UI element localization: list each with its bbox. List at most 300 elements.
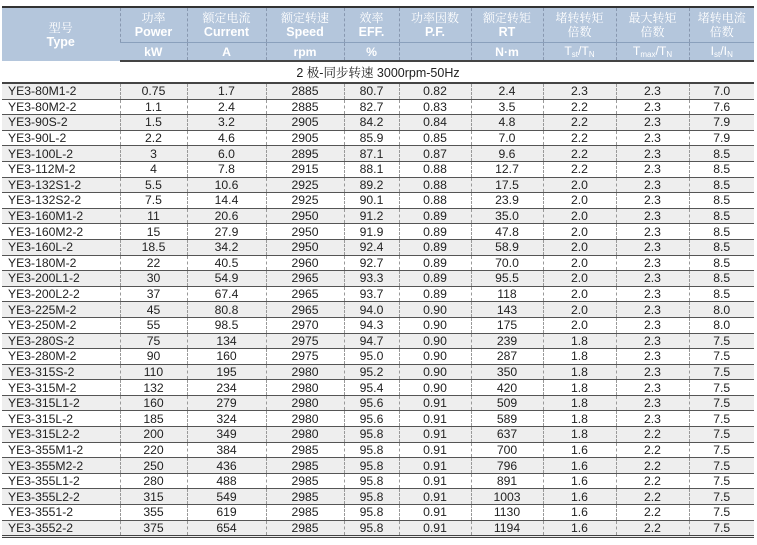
cell-power-factor: 0.89 xyxy=(399,271,471,287)
cell-speed: 2980 xyxy=(266,427,344,443)
cell-locked-torque-ratio: 2.0 xyxy=(543,177,616,193)
cell-max-torque-ratio: 2.3 xyxy=(616,177,689,193)
cell-current: 349 xyxy=(187,427,266,443)
cell-speed: 2970 xyxy=(266,317,344,333)
cell-locked-torque-ratio: 1.8 xyxy=(543,333,616,349)
cell-locked-torque-ratio: 1.8 xyxy=(543,427,616,443)
cell-type: YE3-180M-2 xyxy=(2,255,120,271)
cell-current: 6.0 xyxy=(187,146,266,162)
cell-rated-torque: 4.8 xyxy=(471,115,543,131)
header-power-en: Power xyxy=(134,25,173,39)
header-power-zh: 功率 xyxy=(141,11,166,25)
unit-lc-sub2: N xyxy=(727,49,733,59)
cell-type: YE3-112M-2 xyxy=(2,161,120,177)
cell-power-factor: 0.91 xyxy=(399,520,471,537)
cell-current: 4.6 xyxy=(187,130,266,146)
unit-max-torque-ratio xyxy=(616,43,689,62)
table-row xyxy=(2,333,754,349)
cell-max-torque-ratio: 2.3 xyxy=(616,349,689,365)
cell-efficiency: 84.2 xyxy=(344,115,399,131)
cell-rated-torque: 118 xyxy=(471,286,543,302)
cell-power: 37 xyxy=(120,286,187,302)
cell-locked-current-ratio: 7.6 xyxy=(689,99,754,115)
cell-locked-current-ratio: 8.5 xyxy=(689,161,754,177)
cell-speed: 2950 xyxy=(266,208,344,224)
cell-efficiency: 89.2 xyxy=(344,177,399,193)
cell-locked-current-ratio: 7.5 xyxy=(689,333,754,349)
cell-locked-torque-ratio: 1.6 xyxy=(543,458,616,474)
cell-rated-torque: 70.0 xyxy=(471,255,543,271)
cell-type: YE3-315L-2 xyxy=(2,411,120,427)
cell-power: 1.1 xyxy=(120,99,187,115)
cell-max-torque-ratio: 2.3 xyxy=(616,395,689,411)
cell-power: 15 xyxy=(120,224,187,240)
table-row xyxy=(2,224,754,240)
cell-max-torque-ratio: 2.2 xyxy=(616,442,689,458)
cell-power-factor: 0.90 xyxy=(399,349,471,365)
cell-type: YE3-250M-2 xyxy=(2,317,120,333)
cell-max-torque-ratio: 2.3 xyxy=(616,411,689,427)
cell-type: YE3-3552-2 xyxy=(2,520,120,537)
cell-locked-current-ratio: 7.5 xyxy=(689,473,754,489)
cell-power: 355 xyxy=(120,505,187,521)
cell-locked-current-ratio: 7.5 xyxy=(689,395,754,411)
table-row xyxy=(2,193,754,209)
cell-speed: 2905 xyxy=(266,115,344,131)
cell-speed: 2950 xyxy=(266,224,344,240)
cell-locked-current-ratio: 8.5 xyxy=(689,271,754,287)
cell-max-torque-ratio: 2.3 xyxy=(616,380,689,396)
unit-lt-sub1: st xyxy=(571,49,579,59)
cell-efficiency: 95.4 xyxy=(344,380,399,396)
cell-locked-current-ratio: 7.5 xyxy=(689,411,754,427)
table-row xyxy=(2,520,754,537)
cell-efficiency: 91.2 xyxy=(344,208,399,224)
cell-speed: 2885 xyxy=(266,83,344,99)
cell-speed: 2985 xyxy=(266,473,344,489)
cell-locked-torque-ratio: 2.2 xyxy=(543,130,616,146)
table-row xyxy=(2,395,754,411)
cell-current: 20.6 xyxy=(187,208,266,224)
cell-rated-torque: 175 xyxy=(471,317,543,333)
cell-power-factor: 0.91 xyxy=(399,427,471,443)
cell-current: 195 xyxy=(187,364,266,380)
cell-locked-torque-ratio: 1.8 xyxy=(543,364,616,380)
cell-current: 2.4 xyxy=(187,99,266,115)
cell-rated-torque: 3.5 xyxy=(471,99,543,115)
cell-power: 18.5 xyxy=(120,239,187,255)
header-lc-sub: 倍数 xyxy=(709,25,734,39)
cell-locked-torque-ratio: 1.8 xyxy=(543,411,616,427)
cell-current: 619 xyxy=(187,505,266,521)
cell-power: 315 xyxy=(120,489,187,505)
cell-locked-current-ratio: 7.5 xyxy=(689,458,754,474)
table-row xyxy=(2,489,754,505)
table-row xyxy=(2,411,754,427)
cell-power: 3 xyxy=(120,146,187,162)
cell-current: 488 xyxy=(187,473,266,489)
unit-lt-main: T xyxy=(564,43,572,58)
header-pf-en: P.F. xyxy=(425,25,445,39)
cell-efficiency: 95.2 xyxy=(344,364,399,380)
table-row xyxy=(2,239,754,255)
cell-efficiency: 95.0 xyxy=(344,349,399,365)
header-speed xyxy=(266,7,344,43)
cell-max-torque-ratio: 2.3 xyxy=(616,271,689,287)
table-row xyxy=(2,115,754,131)
cell-speed: 2980 xyxy=(266,411,344,427)
cell-efficiency: 82.7 xyxy=(344,99,399,115)
cell-locked-current-ratio: 8.5 xyxy=(689,193,754,209)
cell-efficiency: 93.3 xyxy=(344,271,399,287)
cell-speed: 2895 xyxy=(266,146,344,162)
cell-rated-torque: 891 xyxy=(471,473,543,489)
cell-power: 75 xyxy=(120,333,187,349)
cell-rated-torque: 1194 xyxy=(471,520,543,537)
cell-power: 4 xyxy=(120,161,187,177)
cell-current: 384 xyxy=(187,442,266,458)
table-row xyxy=(2,271,754,287)
cell-power: 22 xyxy=(120,255,187,271)
header-efficiency-zh: 效率 xyxy=(359,11,384,25)
cell-power: 7.5 xyxy=(120,193,187,209)
cell-current: 54.9 xyxy=(187,271,266,287)
cell-power-factor: 0.89 xyxy=(399,239,471,255)
cell-locked-torque-ratio: 2.0 xyxy=(543,224,616,240)
unit-current: A xyxy=(187,43,266,62)
header-current xyxy=(187,7,266,43)
header-speed-en: Speed xyxy=(286,25,324,39)
unit-lc-sep: /I xyxy=(720,43,728,58)
cell-power: 1.5 xyxy=(120,115,187,131)
table-row xyxy=(2,427,754,443)
cell-efficiency: 91.9 xyxy=(344,224,399,240)
header-mt-zh: 最大转矩 xyxy=(628,11,677,25)
cell-speed: 2950 xyxy=(266,239,344,255)
unit-mt-sub2: N xyxy=(666,49,673,59)
cell-speed: 2980 xyxy=(266,380,344,396)
cell-power-factor: 0.90 xyxy=(399,364,471,380)
cell-efficiency: 95.8 xyxy=(344,458,399,474)
cell-locked-torque-ratio: 1.8 xyxy=(543,349,616,365)
cell-rated-torque: 95.5 xyxy=(471,271,543,287)
header-max-torque-ratio xyxy=(616,7,689,43)
header-rt-zh: 额定转矩 xyxy=(482,11,531,25)
cell-locked-torque-ratio: 1.6 xyxy=(543,473,616,489)
cell-power: 2.2 xyxy=(120,130,187,146)
cell-locked-current-ratio: 7.9 xyxy=(689,130,754,146)
cell-efficiency: 94.3 xyxy=(344,317,399,333)
cell-current: 7.8 xyxy=(187,161,266,177)
cell-locked-torque-ratio: 2.2 xyxy=(543,115,616,131)
cell-efficiency: 94.7 xyxy=(344,333,399,349)
cell-max-torque-ratio: 2.3 xyxy=(616,83,689,99)
cell-locked-torque-ratio: 2.3 xyxy=(543,83,616,99)
cell-speed: 2925 xyxy=(266,177,344,193)
cell-locked-torque-ratio: 1.8 xyxy=(543,380,616,396)
cell-max-torque-ratio: 2.3 xyxy=(616,302,689,318)
cell-locked-current-ratio: 8.5 xyxy=(689,224,754,240)
unit-power-factor xyxy=(399,43,471,62)
cell-type: YE3-160L-2 xyxy=(2,239,120,255)
header-pf-zh: 功率因数 xyxy=(410,11,459,25)
cell-max-torque-ratio: 2.3 xyxy=(616,146,689,162)
cell-rated-torque: 420 xyxy=(471,380,543,396)
cell-rated-torque: 35.0 xyxy=(471,208,543,224)
cell-power: 5.5 xyxy=(120,177,187,193)
cell-current: 1.7 xyxy=(187,83,266,99)
cell-efficiency: 95.8 xyxy=(344,473,399,489)
cell-max-torque-ratio: 2.2 xyxy=(616,458,689,474)
table-row xyxy=(2,473,754,489)
table-body xyxy=(2,83,754,537)
table-row xyxy=(2,83,754,99)
cell-locked-current-ratio: 7.5 xyxy=(689,349,754,365)
cell-max-torque-ratio: 2.3 xyxy=(616,99,689,115)
cell-power: 200 xyxy=(120,427,187,443)
cell-current: 160 xyxy=(187,349,266,365)
unit-efficiency: % xyxy=(344,43,399,62)
cell-type: YE3-315S-2 xyxy=(2,364,120,380)
cell-power: 160 xyxy=(120,395,187,411)
cell-type: YE3-355L1-2 xyxy=(2,473,120,489)
cell-locked-current-ratio: 8.5 xyxy=(689,239,754,255)
cell-max-torque-ratio: 2.3 xyxy=(616,115,689,131)
cell-type: YE3-3551-2 xyxy=(2,505,120,521)
cell-type: YE3-132S1-2 xyxy=(2,177,120,193)
cell-current: 134 xyxy=(187,333,266,349)
cell-max-torque-ratio: 2.3 xyxy=(616,333,689,349)
cell-power-factor: 0.90 xyxy=(399,302,471,318)
cell-rated-torque: 2.4 xyxy=(471,83,543,99)
cell-speed: 2965 xyxy=(266,302,344,318)
cell-type: YE3-355L2-2 xyxy=(2,489,120,505)
cell-power: 250 xyxy=(120,458,187,474)
cell-max-torque-ratio: 2.3 xyxy=(616,364,689,380)
cell-locked-torque-ratio: 2.0 xyxy=(543,286,616,302)
cell-speed: 2905 xyxy=(266,130,344,146)
cell-rated-torque: 58.9 xyxy=(471,239,543,255)
cell-speed: 2925 xyxy=(266,193,344,209)
cell-locked-torque-ratio: 1.6 xyxy=(543,505,616,521)
cell-speed: 2965 xyxy=(266,271,344,287)
header-current-en: Current xyxy=(203,25,250,39)
motor-spec-table xyxy=(2,6,754,538)
cell-current: 436 xyxy=(187,458,266,474)
cell-efficiency: 85.9 xyxy=(344,130,399,146)
cell-power: 30 xyxy=(120,271,187,287)
cell-rated-torque: 239 xyxy=(471,333,543,349)
cell-rated-torque: 9.6 xyxy=(471,146,543,162)
cell-type: YE3-315M-2 xyxy=(2,380,120,396)
cell-power-factor: 0.88 xyxy=(399,193,471,209)
cell-type: YE3-355M2-2 xyxy=(2,458,120,474)
cell-efficiency: 95.6 xyxy=(344,395,399,411)
cell-max-torque-ratio: 2.2 xyxy=(616,505,689,521)
cell-locked-current-ratio: 7.5 xyxy=(689,489,754,505)
header-rt-en: RT xyxy=(498,25,516,39)
cell-power: 45 xyxy=(120,302,187,318)
cell-power-factor: 0.89 xyxy=(399,224,471,240)
cell-power-factor: 0.88 xyxy=(399,177,471,193)
cell-current: 40.5 xyxy=(187,255,266,271)
cell-locked-torque-ratio: 2.0 xyxy=(543,208,616,224)
cell-efficiency: 87.1 xyxy=(344,146,399,162)
header-lc-zh: 堵转电流 xyxy=(697,11,746,25)
cell-rated-torque: 350 xyxy=(471,364,543,380)
cell-locked-torque-ratio: 2.0 xyxy=(543,255,616,271)
cell-type: YE3-225M-2 xyxy=(2,302,120,318)
cell-locked-current-ratio: 8.5 xyxy=(689,146,754,162)
cell-power: 11 xyxy=(120,208,187,224)
cell-speed: 2915 xyxy=(266,161,344,177)
cell-current: 279 xyxy=(187,395,266,411)
table-row xyxy=(2,380,754,396)
cell-power: 110 xyxy=(120,364,187,380)
cell-max-torque-ratio: 2.3 xyxy=(616,286,689,302)
unit-lt-sep: /T xyxy=(578,43,589,58)
cell-type: YE3-200L2-2 xyxy=(2,286,120,302)
cell-locked-current-ratio: 7.5 xyxy=(689,505,754,521)
cell-power-factor: 0.84 xyxy=(399,115,471,131)
cell-speed: 2985 xyxy=(266,489,344,505)
header-lt-zh: 堵转转矩 xyxy=(555,11,604,25)
table-row xyxy=(2,317,754,333)
table-row xyxy=(2,286,754,302)
table-row xyxy=(2,130,754,146)
cell-speed: 2985 xyxy=(266,520,344,537)
table-row xyxy=(2,208,754,224)
cell-locked-torque-ratio: 2.0 xyxy=(543,302,616,318)
cell-efficiency: 95.6 xyxy=(344,411,399,427)
cell-locked-torque-ratio: 1.8 xyxy=(543,395,616,411)
cell-locked-current-ratio: 7.5 xyxy=(689,380,754,396)
cell-max-torque-ratio: 2.3 xyxy=(616,161,689,177)
cell-power-factor: 0.90 xyxy=(399,380,471,396)
cell-locked-current-ratio: 8.5 xyxy=(689,255,754,271)
unit-speed: rpm xyxy=(266,43,344,62)
cell-power: 375 xyxy=(120,520,187,537)
cell-power-factor: 0.91 xyxy=(399,505,471,521)
cell-locked-torque-ratio: 2.0 xyxy=(543,193,616,209)
cell-efficiency: 95.8 xyxy=(344,505,399,521)
cell-current: 549 xyxy=(187,489,266,505)
cell-power-factor: 0.91 xyxy=(399,411,471,427)
cell-type: YE3-160M1-2 xyxy=(2,208,120,224)
cell-locked-torque-ratio: 1.6 xyxy=(543,489,616,505)
cell-locked-current-ratio: 8.0 xyxy=(689,302,754,318)
cell-speed: 2980 xyxy=(266,364,344,380)
cell-efficiency: 95.8 xyxy=(344,489,399,505)
cell-type: YE3-280S-2 xyxy=(2,333,120,349)
cell-type: YE3-90L-2 xyxy=(2,130,120,146)
cell-current: 27.9 xyxy=(187,224,266,240)
cell-speed: 2985 xyxy=(266,505,344,521)
cell-locked-current-ratio: 8.5 xyxy=(689,208,754,224)
header-mt-sub: 倍数 xyxy=(640,25,665,39)
table-row xyxy=(2,146,754,162)
cell-rated-torque: 1130 xyxy=(471,505,543,521)
unit-mt-sep: /T xyxy=(655,43,667,58)
cell-rated-torque: 143 xyxy=(471,302,543,318)
header-locked-current-ratio xyxy=(689,7,754,43)
cell-current: 67.4 xyxy=(187,286,266,302)
cell-speed: 2985 xyxy=(266,442,344,458)
unit-mt-sub1: max xyxy=(640,49,656,59)
section-title: 2 极-同步转速 3000rpm-50Hz xyxy=(2,61,754,83)
cell-max-torque-ratio: 2.3 xyxy=(616,193,689,209)
cell-rated-torque: 287 xyxy=(471,349,543,365)
cell-locked-torque-ratio: 2.2 xyxy=(543,146,616,162)
unit-rated-torque: N·m xyxy=(471,43,543,62)
unit-locked-current-ratio xyxy=(689,43,754,62)
table-row xyxy=(2,505,754,521)
header-lt-sub: 倍数 xyxy=(567,25,592,39)
cell-power-factor: 0.90 xyxy=(399,317,471,333)
cell-max-torque-ratio: 2.2 xyxy=(616,427,689,443)
header-efficiency-en: EFF. xyxy=(358,25,385,39)
cell-locked-current-ratio: 7.9 xyxy=(689,115,754,131)
cell-speed: 2980 xyxy=(266,395,344,411)
cell-locked-current-ratio: 7.5 xyxy=(689,520,754,537)
cell-type: YE3-132S2-2 xyxy=(2,193,120,209)
table-row xyxy=(2,99,754,115)
cell-power-factor: 0.82 xyxy=(399,83,471,99)
cell-efficiency: 92.4 xyxy=(344,239,399,255)
cell-max-torque-ratio: 2.3 xyxy=(616,208,689,224)
table-row xyxy=(2,161,754,177)
cell-speed: 2965 xyxy=(266,286,344,302)
cell-locked-current-ratio: 8.0 xyxy=(689,317,754,333)
cell-power-factor: 0.91 xyxy=(399,442,471,458)
cell-locked-torque-ratio: 2.0 xyxy=(543,317,616,333)
cell-locked-torque-ratio: 2.2 xyxy=(543,99,616,115)
cell-power: 90 xyxy=(120,349,187,365)
cell-power-factor: 0.91 xyxy=(399,395,471,411)
table-row xyxy=(2,177,754,193)
cell-efficiency: 80.7 xyxy=(344,83,399,99)
cell-max-torque-ratio: 2.3 xyxy=(616,239,689,255)
cell-locked-torque-ratio: 2.0 xyxy=(543,239,616,255)
cell-type: YE3-90S-2 xyxy=(2,115,120,131)
cell-efficiency: 88.1 xyxy=(344,161,399,177)
cell-power-factor: 0.89 xyxy=(399,286,471,302)
cell-current: 34.2 xyxy=(187,239,266,255)
header-efficiency xyxy=(344,7,399,43)
unit-lc-main: I xyxy=(710,43,715,58)
cell-locked-current-ratio: 7.5 xyxy=(689,442,754,458)
cell-speed: 2960 xyxy=(266,255,344,271)
cell-power: 280 xyxy=(120,473,187,489)
cell-type: YE3-280M-2 xyxy=(2,349,120,365)
cell-rated-torque: 637 xyxy=(471,427,543,443)
cell-max-torque-ratio: 2.3 xyxy=(616,317,689,333)
cell-max-torque-ratio: 2.3 xyxy=(616,255,689,271)
table-row xyxy=(2,364,754,380)
cell-max-torque-ratio: 2.3 xyxy=(616,130,689,146)
cell-power: 55 xyxy=(120,317,187,333)
unit-lt-sub2: N xyxy=(588,49,595,59)
cell-locked-current-ratio: 7.5 xyxy=(689,427,754,443)
cell-power-factor: 0.91 xyxy=(399,489,471,505)
header-speed-zh: 额定转速 xyxy=(280,11,329,25)
cell-current: 234 xyxy=(187,380,266,396)
cell-rated-torque: 509 xyxy=(471,395,543,411)
cell-current: 324 xyxy=(187,411,266,427)
cell-efficiency: 92.7 xyxy=(344,255,399,271)
cell-power-factor: 0.91 xyxy=(399,473,471,489)
header-rated-torque xyxy=(471,7,543,43)
